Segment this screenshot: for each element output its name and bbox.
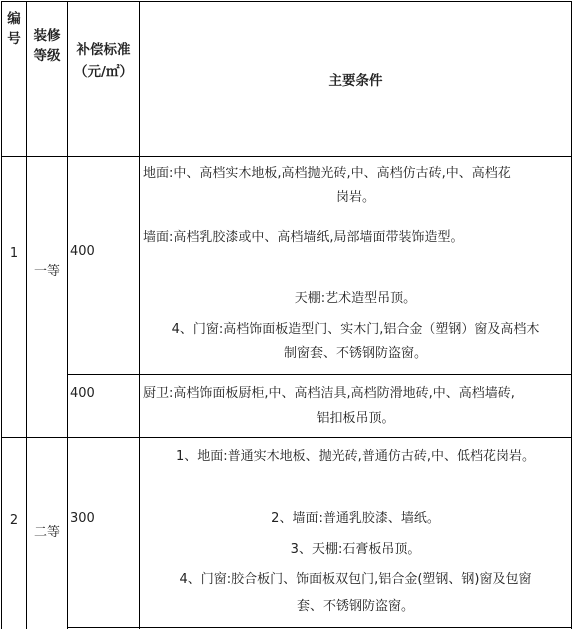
row2-grade: 二等 — [33, 525, 60, 540]
row2-condition-line: 2、墙面:普通乳胶漆、墙纸。 — [271, 511, 440, 526]
row1-condition-line: 岗岩。 — [335, 190, 375, 205]
row2-condition-line: 套、不锈钢防盗窗。 — [296, 599, 414, 614]
row-divider — [1, 437, 572, 438]
row2-id: 2 — [9, 513, 19, 528]
column-divider — [67, 1, 68, 629]
row1-condition-line: 天棚:艺术造型吊顶。 — [294, 291, 417, 306]
row1-sub-condition-line: 铝扣板吊顶。 — [316, 411, 395, 426]
row1-standard: 400 — [70, 244, 95, 259]
table-border-left — [1, 1, 2, 629]
row2-condition-line: 1、地面:普通实木地板、抛光砖,普通仿古砖,中、低档花岗岩。 — [176, 449, 535, 464]
row1-sub-condition-line: 厨卫:高档饰面板厨柜,中、高档洁具,高档防滑地砖,中、高档墙砖, — [143, 386, 515, 401]
column-divider — [139, 1, 140, 629]
header-standard-line2: （元/㎡） — [74, 64, 133, 80]
header-grade-line1: 装修 — [33, 28, 61, 44]
table-border-top — [1, 1, 572, 2]
row1-id: 1 — [9, 246, 19, 261]
sub-row-divider — [67, 627, 572, 628]
row1-condition-line: 制窗套、不锈钢防盗窗。 — [283, 346, 427, 361]
row1-grade: 一等 — [33, 264, 60, 279]
table-border-right — [571, 1, 572, 629]
header-standard — [68, 39, 139, 83]
row1-condition-line: 墙面:高档乳胶漆或中、高档墙纸,局部墙面带装饰造型。 — [143, 230, 464, 245]
header-conditions: 主要条件 — [328, 73, 383, 89]
sub-row-divider — [67, 374, 572, 375]
row2-standard: 300 — [70, 511, 95, 526]
header-grade-line2: 等级 — [33, 48, 61, 64]
header-standard-line1: 补偿标准 — [76, 42, 131, 58]
header-row-divider — [1, 156, 572, 157]
row1-sub-standard: 400 — [70, 386, 95, 401]
header-grade — [27, 26, 67, 66]
header-id-line2: 号 — [7, 31, 21, 47]
header-id — [2, 9, 26, 49]
row1-condition-line: 4、门窗:高档饰面板造型门、实木门,铝合金（塑钢）窗及高档木 — [171, 322, 540, 337]
row2-condition-line: 3、天棚:石膏板吊顶。 — [290, 542, 421, 557]
header-id-line1: 编 — [7, 11, 21, 27]
row1-condition-line: 地面:中、高档实木地板,高档抛光砖,中、高档仿古砖,中、高档花 — [143, 166, 511, 181]
compensation-table — [1, 1, 572, 629]
row2-condition-line: 4、门窗:胶合板门、饰面板双包门,铝合金(塑钢、钢)窗及包窗 — [179, 572, 532, 587]
